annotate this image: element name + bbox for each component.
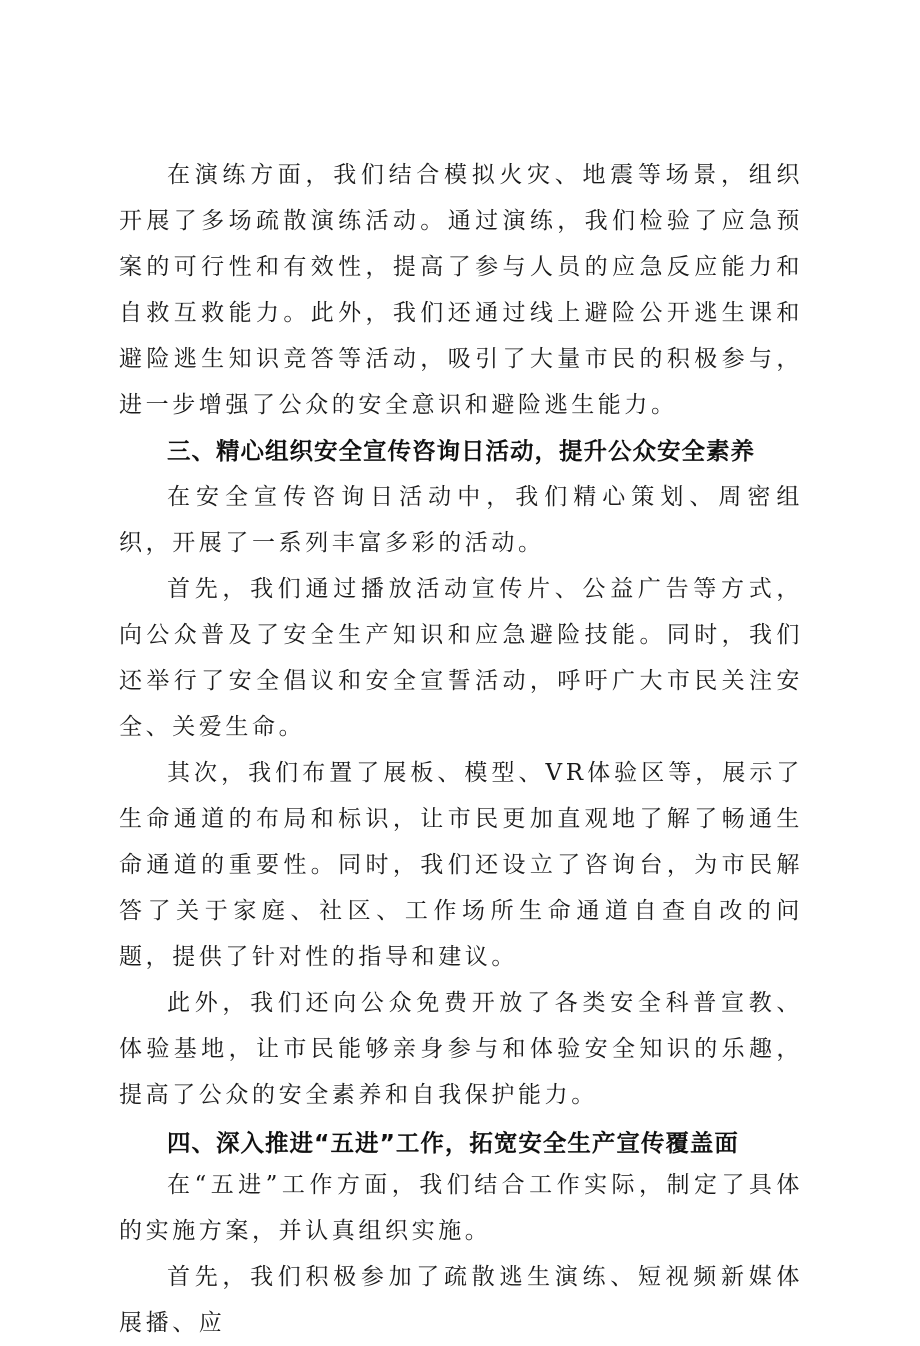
- paragraph-drill: 在演练方面，我们结合模拟火灾、地震等场景，组织开展了多场疏散演练活动。通过演练，我们检验了应急预案的可行性和有效性，提高了参与人员的应急反应能力和自救互救能力。此外，我们还通过线上避险公开逃生课和避险逃生知识竞答等活动，吸引了大量市民的积极参与，进一步增强了公众的安全意识和避险逃生能力。: [119, 162, 803, 418]
- paragraph-consult-day: 在安全宣传咨询日活动中，我们精心策划、周密组织，开展了一系列丰富多彩的活动。: [119, 484, 803, 556]
- paragraph-additionally: 此外，我们还向公众免费开放了各类安全科普宣教、体验基地，让市民能够亲身参与和体验安全知识的乐趣，提高了公众的安全素养和自我保护能力。: [119, 990, 803, 1108]
- paragraph-five-entries: 在“五进”工作方面，我们结合工作实际，制定了具体的实施方案，并认真组织实施。: [119, 1172, 803, 1244]
- paragraph-first: 首先，我们通过播放活动宣传片、公益广告等方式，向公众普及了安全生产知识和应急避险技能。同时，我们还举行了安全倡议和安全宣誓活动，呼吁广大市民关注安全、关爱生命。: [119, 576, 803, 740]
- section-heading-4: 四、深入推进“五进”工作，拓宽安全生产宣传覆盖面: [167, 1129, 739, 1157]
- paragraph-second: 其次，我们布置了展板、模型、VR体验区等，展示了生命通道的布局和标识，让市民更加直观地了解了畅通生命通道的重要性。同时，我们还设立了咨询台，为市民解答了关于家庭、社区、工作场所生命通道自查自改的问题，提供了针对性的指导和建议。: [119, 760, 803, 970]
- paragraph-first-actions: 首先，我们积极参加了疏散逃生演练、短视频新媒体展播、应: [119, 1264, 803, 1336]
- document-body: [119, 152, 803, 1346]
- section-heading-3: 三、精心组织安全宣传咨询日活动，提升公众安全素养: [167, 437, 755, 465]
